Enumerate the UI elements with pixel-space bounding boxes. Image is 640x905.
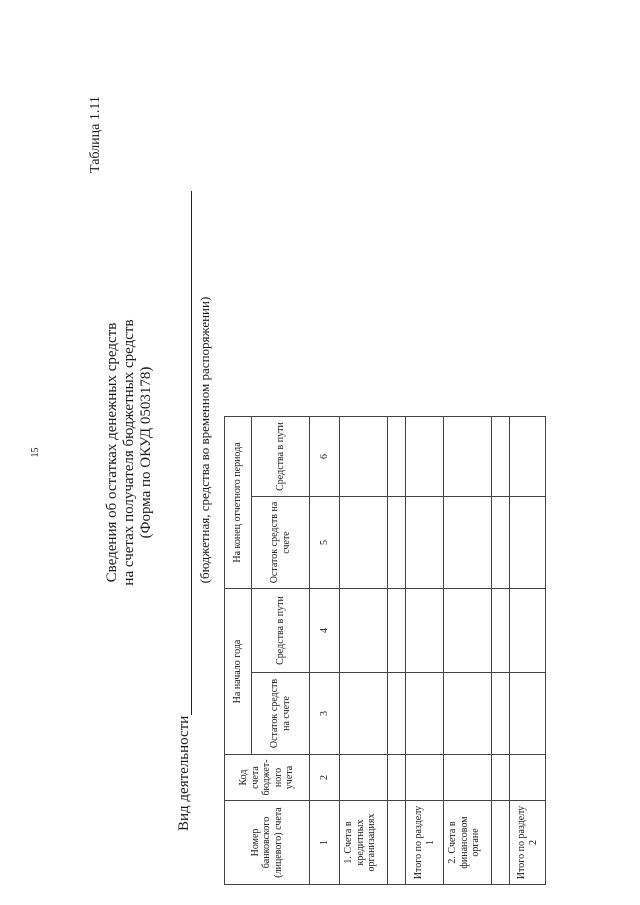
empty-cell xyxy=(388,755,406,801)
empty-cell xyxy=(406,589,444,673)
form-title xyxy=(104,0,155,905)
header-transit-start: Средства в пути xyxy=(252,589,310,673)
title-line-2: на счетах получателя бюджетных средств xyxy=(121,319,137,586)
header-row-1 xyxy=(225,417,252,885)
header-balance-end: Остаток средств на счете xyxy=(252,497,310,589)
empty-cell xyxy=(510,497,546,589)
total-1-row xyxy=(406,417,444,885)
column-number: 6 xyxy=(310,417,340,497)
empty-cell xyxy=(492,755,510,801)
empty-cell xyxy=(444,673,492,755)
empty-cell xyxy=(406,755,444,801)
title-line-3: (Форма по ОКУД 0503178) xyxy=(138,366,154,539)
empty-cell xyxy=(444,755,492,801)
empty-cell xyxy=(492,801,510,885)
empty-cell xyxy=(492,497,510,589)
blank-row xyxy=(492,417,510,885)
empty-cell xyxy=(340,755,388,801)
table-label: Таблица 1.11 xyxy=(88,96,103,173)
header-transit-end: Средства в пути xyxy=(252,417,310,497)
empty-cell xyxy=(406,673,444,755)
empty-cell xyxy=(444,497,492,589)
column-number: 2 xyxy=(310,755,340,801)
empty-cell xyxy=(388,589,406,673)
column-number: 5 xyxy=(310,497,340,589)
section-1-label: 1. Счета в кредитных организациях xyxy=(340,801,388,885)
empty-cell xyxy=(492,589,510,673)
section-2-row xyxy=(444,417,492,885)
total-1-label: Итого по разделу 1 xyxy=(406,801,444,885)
empty-cell xyxy=(406,497,444,589)
empty-cell xyxy=(510,417,546,497)
empty-cell xyxy=(340,673,388,755)
empty-cell xyxy=(388,801,406,885)
empty-cell xyxy=(340,589,388,673)
column-number: 3 xyxy=(310,673,340,755)
column-number: 4 xyxy=(310,589,340,673)
activity-row xyxy=(176,191,196,831)
empty-cell xyxy=(388,497,406,589)
total-2-row xyxy=(510,417,546,885)
total-2-label: Итого по разделу 2 xyxy=(510,801,546,885)
header-end-of-period: На конец отчетного периода xyxy=(225,417,252,589)
empty-cell xyxy=(492,673,510,755)
balances-table xyxy=(224,416,546,885)
activity-note: (бюджетная, средства во временном распоряжении) xyxy=(197,296,212,584)
empty-cell xyxy=(510,673,546,755)
page-number: 15 xyxy=(30,447,41,458)
blank-row xyxy=(388,417,406,885)
header-account-number: Номер банковского (лицевого) счета xyxy=(225,801,310,885)
empty-cell xyxy=(510,755,546,801)
activity-label: Вид деятельности xyxy=(176,715,192,831)
column-number: 1 xyxy=(310,801,340,885)
empty-cell xyxy=(388,417,406,497)
title-line-1: Сведения об остатках денежных средств xyxy=(104,322,120,583)
empty-cell xyxy=(444,417,492,497)
header-balance-start: Остаток средств на счете xyxy=(252,673,310,755)
header-start-of-year: На начало года xyxy=(225,589,252,755)
activity-fill-line xyxy=(191,191,192,715)
empty-cell xyxy=(340,497,388,589)
empty-cell xyxy=(340,417,388,497)
empty-cell xyxy=(406,417,444,497)
section-2-label: 2. Счета в финансовом органе xyxy=(444,801,492,885)
empty-cell xyxy=(444,589,492,673)
column-numbers-row xyxy=(310,417,340,885)
header-budget-code: Код счета бюджет-ного учета xyxy=(225,755,310,801)
empty-cell xyxy=(510,589,546,673)
empty-cell xyxy=(492,417,510,497)
empty-cell xyxy=(388,673,406,755)
section-1-row xyxy=(340,417,388,885)
